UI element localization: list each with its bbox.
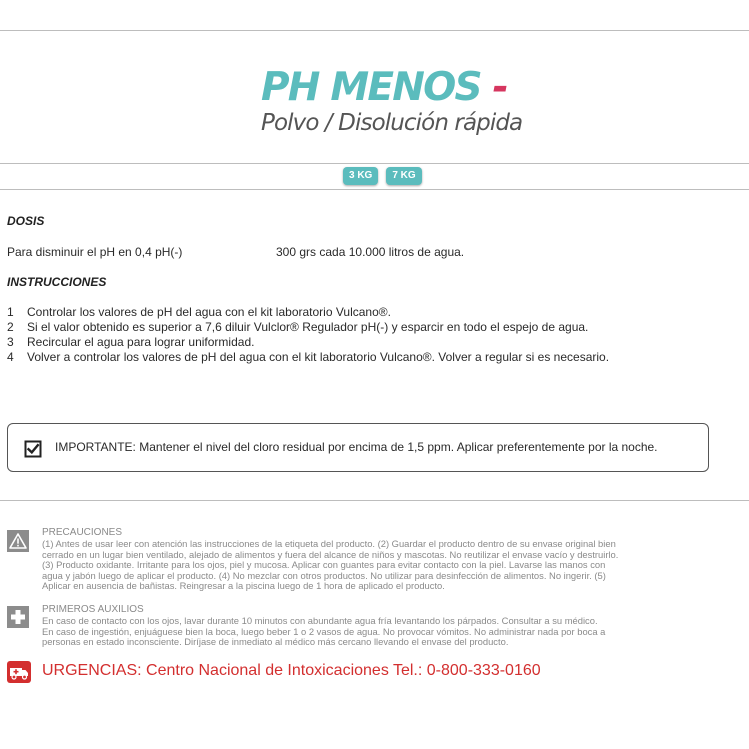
dosis-title: DOSIS xyxy=(7,214,45,228)
important-text: IMPORTANTE: Mantener el nivel del cloro residual por encima de 1,5 ppm. Aplicar preferentemente por la noche. xyxy=(55,440,658,454)
page-subtitle: Polvo / Disolución rápida xyxy=(261,110,523,136)
safety-divider xyxy=(0,500,749,501)
instruction-step: 1 Controlar los valores de pH del agua con el kit laboratorio Vulcano®. xyxy=(7,305,391,319)
instruction-step: 3 Recircular el agua para lograr uniformidad. xyxy=(7,335,255,349)
title-dash: - xyxy=(492,65,507,110)
primeros-auxilios-title: PRIMEROS AUXILIOS xyxy=(42,604,144,615)
first-aid-cross-icon xyxy=(7,606,29,628)
title-block xyxy=(261,66,522,136)
instrucciones-title: INSTRUCCIONES xyxy=(7,275,107,289)
precauciones-title: PRECAUCIONES xyxy=(42,527,123,538)
instruction-step: 4 Volver a controlar los valores de pH del agua con el kit laboratorio Vulcano®. Volver a regular si es necesario. xyxy=(7,350,610,364)
ambulance-icon xyxy=(7,661,31,683)
precauciones-text: (1) Antes de usar leer con atención las instrucciones de la etiqueta del producto. (2) Guardar el producto dentro de su envase original bien cerrado en un lugar bien ventilado, alejado de alimentos y fuera del alcance de niños y mascotas. No reutilizar el envase vacío y destruirlo. (3) Producto oxidante. Irritante para los ojos, piel y mucosa. Aplicar con guantes para evitar contacto con la piel. Lavarse las manos con agua y jabón luego de aplicar el producto. (4) No mezclar con otros productos. No utilizar para desinfección de alimentos. No ingerir. (5) Aplicar en ausencia de bañistas. Reingresar a la piscina luego de 1 hora de aplicado el producto. xyxy=(42,538,619,591)
badges-top-divider xyxy=(0,163,749,164)
badges-bottom-divider xyxy=(0,189,749,190)
page-title: PH MENOS - xyxy=(261,65,507,110)
dosis-label: Para disminuir el pH en 0,4 pH(-) xyxy=(7,245,183,259)
dosis-value: 300 grs cada 10.000 litros de agua. xyxy=(276,245,465,259)
urgencias-text: URGENCIAS: Centro Nacional de Intoxicaciones Tel.: 0-800-333-0160 xyxy=(42,662,541,679)
badge-7kg[interactable]: 7 KG xyxy=(386,167,421,185)
top-divider xyxy=(0,30,749,31)
checkbox-icon xyxy=(24,440,42,458)
instruction-step: 2 Si el valor obtenido es superior a 7,6 diluir Vulclor® Regulador pH(-) y esparcir en todo el espejo de agua. xyxy=(7,320,589,334)
warning-icon xyxy=(7,530,29,552)
important-notice xyxy=(7,423,709,472)
size-badges xyxy=(343,167,422,185)
primeros-auxilios-text: En caso de contacto con los ojos, lavar durante 10 minutos con abundante agua fría levantando los párpados. Consultar a su médico. En caso de ingestión, enjuáguese bien la boca, luego beber 1 o 2 vasos de agua. No provocar vómitos. No administrar nada por boca a personas en estado inconsciente. Diríjase de inmediato al médico más cercano llevando el envase del producto. xyxy=(42,615,606,647)
badge-3kg[interactable]: 3 KG xyxy=(343,167,378,185)
